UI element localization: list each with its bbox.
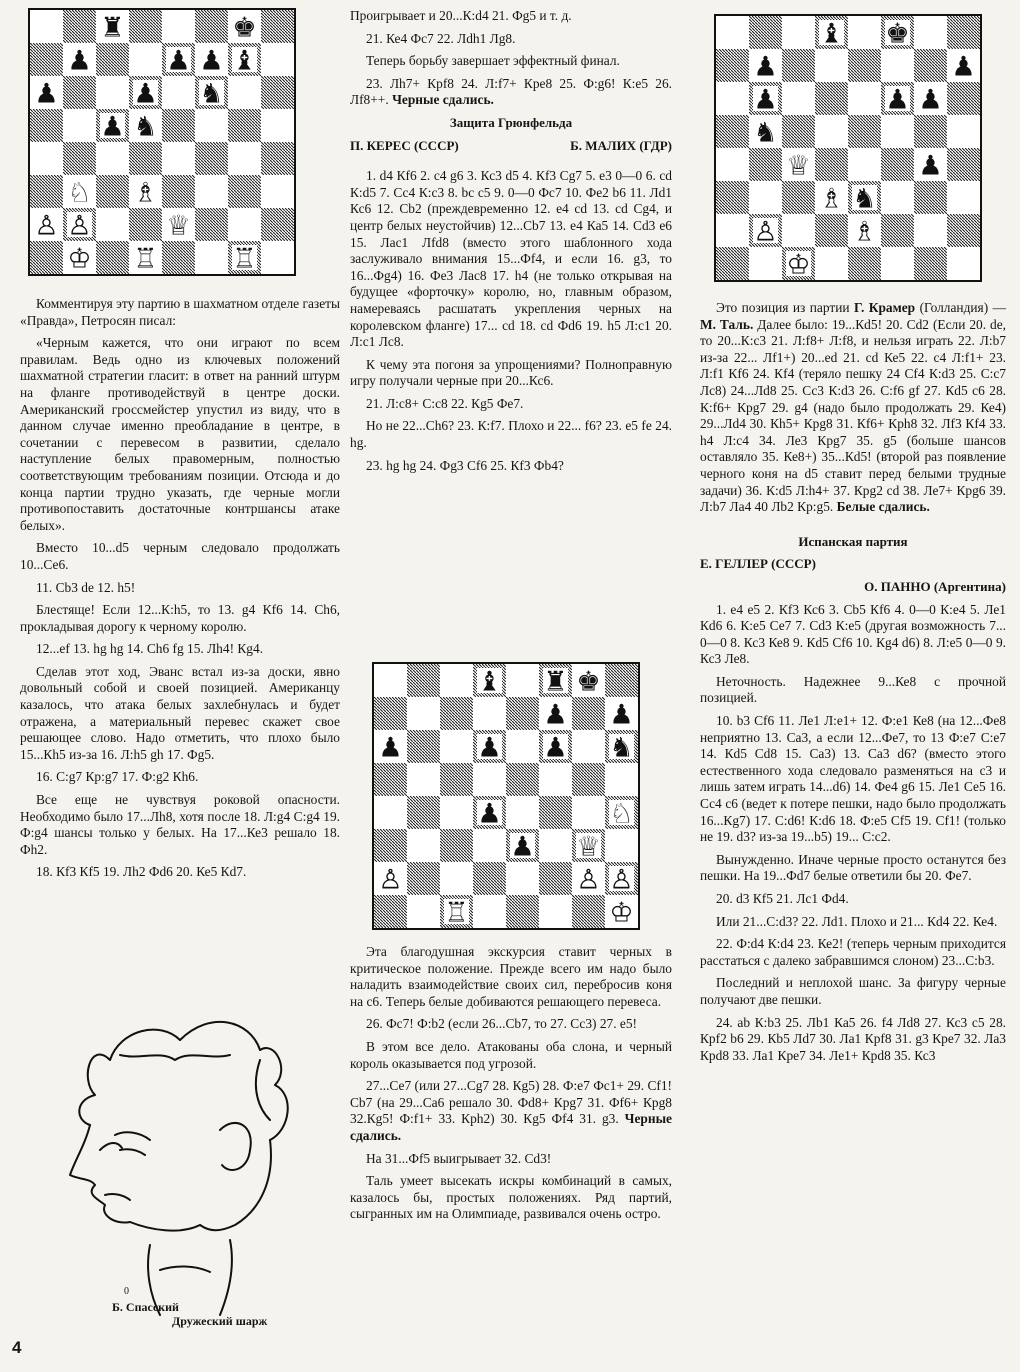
black-piece-icon: ♜	[100, 12, 125, 44]
light-square	[881, 181, 914, 214]
caricature-caption	[112, 1300, 267, 1328]
dark-square	[572, 763, 605, 796]
light-square	[881, 115, 914, 148]
dark-square	[572, 697, 605, 730]
dark-square	[716, 49, 749, 82]
paragraph: Или 21...С:d3? 22. Лd1. Плохо и 21... Кd4 22. Ке4.	[716, 913, 998, 929]
light-square	[261, 109, 294, 142]
light-square	[228, 76, 261, 109]
opening-heading: Защита Грюнфельда	[449, 114, 573, 130]
paragraph: 23. hg hg 24. Фg3 Сf6 25. Кf3 Фb4?	[366, 457, 564, 473]
paragraph: 26. Фс7! Ф:b2 (если 26...Сb7, то 27. Сс3) 27. е5!	[366, 1016, 638, 1032]
light-square	[96, 76, 129, 109]
light-square	[782, 82, 815, 115]
light-square	[407, 895, 440, 928]
light-square	[749, 247, 782, 280]
dark-square	[440, 829, 473, 862]
dark-square	[506, 895, 539, 928]
player-name: М. Таль.	[700, 316, 754, 332]
white-piece-icon: ♗	[852, 216, 877, 248]
paragraph: 11. Сb3 de 12. h5!	[36, 579, 136, 595]
paragraph: В этом все дело. Атакованы оба слона, и черный король оказывается под угрозой.	[350, 1038, 672, 1071]
light-square	[572, 796, 605, 829]
black-piece-icon: ♞	[609, 732, 634, 764]
paragraph: 21. Л:с8+ С:с8 22. Кg5 Фе7.	[366, 395, 524, 411]
paragraph: Эта благодушная экскурсия ставит черных в критическое положение. Прежде всего им надо было наладить взаимодействие своих сил, перебросив коня на с6. Теперь белые добиваются решающего перевеса.	[350, 944, 672, 1009]
white-piece-icon: ♘	[67, 177, 92, 209]
dark-square	[129, 208, 162, 241]
paragraph: 1. d4 Кf6 2. с4 g6 3. Кс3 d5 4. Кf3 Сg7 5. е3 0—0 6. cd К:d5 7. Сс4 К:с3 8. bc с5 9. 0—0 Фс7 10. Фе2 b6 11. Лd1 Кс6 12. Сb2 (преждевременно 12. е4 cd 13. cd Сg4, и центр белых неустойчив) 12...Сb7 13. е4 Ка5 14. Сd3 е6 15. Лас1 Лfd8 (вместо этого шаблонного хода заслуживало внимания 15...Фf4, и если 16. g3, то 16...Фg4) 16. Фе3 Лас8 17. h4 (не только открывая на будущее «форточку» королю, но, главным образом, намереваясь расшатать укрепления черных на королевском фланге) 17... cd 18. cd Фd6 19. h5 Л:с1 20. Л:с1 Лс8.	[350, 168, 672, 350]
paragraph: Последний и неплохой шанс. За фигуру черные получают две пешки.	[700, 975, 1006, 1007]
light-square	[261, 241, 294, 274]
light-square	[605, 829, 638, 862]
dark-square	[129, 142, 162, 175]
paragraph	[700, 300, 1006, 516]
dark-square	[261, 142, 294, 175]
dark-square	[195, 142, 228, 175]
dark-square	[848, 247, 881, 280]
black-piece-icon: ♟	[199, 45, 224, 77]
white-piece-icon: ♔	[67, 243, 92, 274]
paragraph: 12...ef 13. hg hg 14. Сh6 fg 15. Лh4! Кg4.	[36, 641, 264, 657]
light-square	[716, 214, 749, 247]
paragraph: 16. С:g7 Кр:g7 17. Ф:g2 Кh6.	[36, 769, 199, 785]
dark-square	[96, 175, 129, 208]
moves-text: 27...Се7 (или 27...Сg7 28. Кg5) 28. Ф:е7 Фс1+ 29. Сf1! Сb7 (на 29...Са6 решало 30. Фd8+ Крg7 31. Фf6+ Крg8 32.Кg5! Ф:f1+ 33. Крh2) 30. Кg5 Фf4 31. g3.	[350, 1078, 672, 1127]
dark-square	[881, 148, 914, 181]
paragraph: На 31...Фf5 выигрывает 32. Сd3!	[366, 1150, 552, 1166]
black-piece-icon: ♟	[510, 831, 535, 863]
dark-square	[63, 10, 96, 43]
light-square	[815, 115, 848, 148]
light-square	[374, 796, 407, 829]
black-piece-icon: ♞	[852, 183, 877, 215]
white-piece-icon: ♗	[819, 183, 844, 215]
white-piece-icon: ♙	[753, 216, 778, 248]
light-square	[228, 208, 261, 241]
black-piece-icon: ♟	[609, 699, 634, 731]
white-piece-icon: ♖	[232, 243, 257, 274]
light-square	[407, 763, 440, 796]
dark-square	[881, 214, 914, 247]
player-black: О. ПАННО (Аргентина)	[864, 578, 1006, 594]
black-piece-icon: ♞	[133, 111, 158, 143]
paragraph	[350, 1078, 672, 1144]
dark-square	[228, 175, 261, 208]
light-square	[261, 175, 294, 208]
text-run: Это позиция из партии	[716, 300, 854, 315]
white-piece-icon: ♙	[67, 210, 92, 242]
white-piece-icon: ♔	[786, 249, 811, 280]
result-text: Черные сдались.	[350, 1111, 672, 1143]
black-piece-icon: ♟	[918, 150, 943, 182]
light-square	[129, 43, 162, 76]
light-square	[947, 181, 980, 214]
white-piece-icon: ♕	[166, 210, 191, 242]
light-square	[716, 148, 749, 181]
light-square	[440, 664, 473, 697]
dark-square	[63, 76, 96, 109]
paragraph: 10. b3 Сf6 11. Ле1 Л:е1+ 12. Ф:е1 Ке8 (на 12...Фе8 неприятно 13. Са3, а если 12...Фе7, то 13 Ф:е7 С:е7 14. Кd5 Сd8 15. Са3) 13. Са3 d6? (вместо этого естественного хода следовало разменяться на с3 и лишь затем играть 14...d6) 14. Фе4 g6 15. Ле1 Се5 16. Сс4 с6 (ведет к потере пешки, надо было продолжать 16...Кg7) 17. С:d6! К:d6 18. Ф:е5 Сf5 19. Сf1! (только не 19. d3? из-за 19...b5) 19... С:с2.	[700, 713, 1006, 845]
paragraph: Вместо 10...d5 черным следовало продолжать 10...Се6.	[20, 540, 340, 572]
black-piece-icon: ♟	[100, 111, 125, 143]
black-piece-icon: ♞	[199, 78, 224, 110]
paragraph: «Черным кажется, что они играют по всем правилам. Ведь одно из ключевых положений шахматной стратегии гласит: в ответ на ранний штурм на фланге противодействуй в центре доски. Американский гроссмейстер упустил из виду, что в данном случае именно преобладание в центре, в сочетании с перевесом в развитии, сделало наступление белых правомерным, полностью соответствующим требованиям позиции. Отсюда и до конца партии трудно указать, где черные могли противопоставить достаточные контршансы атаке белых».	[20, 335, 340, 533]
light-square	[506, 862, 539, 895]
paragraph: Блестяще! Если 12...К:h5, то 13. g4 Кf6 14. Сh6, прокладывая дорогу к черному королю.	[20, 602, 340, 634]
column-2-text-bottom	[350, 944, 672, 1229]
light-square	[848, 148, 881, 181]
light-square	[162, 76, 195, 109]
player-white: Е. ГЕЛЛЕР (СССР)	[700, 556, 816, 572]
dark-square	[914, 49, 947, 82]
black-piece-icon: ♟	[543, 699, 568, 731]
dark-square	[848, 115, 881, 148]
caricature-signature: 0	[124, 1286, 129, 1297]
light-square	[572, 730, 605, 763]
light-square	[30, 10, 63, 43]
paragraph: Сделав этот ход, Эванс встал из-за доски, явно довольный собой и своей позицией. Американцу казалось, что атака белых захлебнулась и будет отражена, а материальный перевес скажет свое решающее слово. Надо отметить, что плохо было 15...Кh5 из-за 16. Л:h5 gh 17. Фg5.	[20, 663, 340, 762]
dark-square	[749, 148, 782, 181]
dark-square	[815, 148, 848, 181]
paragraph: 24. ab К:b3 25. Лb1 Ка5 26. f4 Лd8 27. Кс3 с5 28. Крf2 b6 29. Кb5 Лd7 30. Ла1 Крf8 31. g3 Кре7 32. Ла3 Крd8 33. Ла1 Кре7 34. Ле1+ Крd8 35. Кс3	[700, 1014, 1006, 1063]
black-piece-icon: ♚	[885, 18, 910, 50]
light-square	[539, 895, 572, 928]
dark-square	[162, 109, 195, 142]
dark-square	[716, 181, 749, 214]
light-square	[473, 895, 506, 928]
light-square	[815, 49, 848, 82]
player-black: Б. МАЛИХ (ГДР)	[570, 137, 672, 153]
paragraph: Но не 22...Сh6? 23. К:f7. Плохо и 22... f6? 23. е5 fе 24. hg.	[350, 418, 672, 451]
dark-square	[195, 208, 228, 241]
white-piece-icon: ♕	[786, 150, 811, 182]
black-piece-icon: ♟	[378, 732, 403, 764]
dark-square	[30, 175, 63, 208]
black-piece-icon: ♚	[232, 12, 257, 44]
light-square	[440, 862, 473, 895]
light-square	[506, 664, 539, 697]
dark-square	[407, 730, 440, 763]
dark-square	[947, 16, 980, 49]
paragraph: Таль умеет высекать искры комбинаций в самых, казалось бы, простых положениях. Ряд партий, сыгранных им на Олимпиаде, развивался очень остро.	[350, 1173, 672, 1222]
dark-square	[407, 664, 440, 697]
paragraph: Теперь борьбу завершает эффектный финал.	[366, 53, 620, 69]
dark-square	[782, 115, 815, 148]
light-square	[261, 43, 294, 76]
black-piece-icon: ♟	[34, 78, 59, 110]
light-square	[782, 16, 815, 49]
black-piece-icon: ♟	[166, 45, 191, 77]
light-square	[374, 664, 407, 697]
dark-square	[407, 796, 440, 829]
light-square	[63, 109, 96, 142]
black-piece-icon: ♟	[918, 84, 943, 116]
dark-square	[162, 175, 195, 208]
text-run: Далее было: 19...Кd5! 20. Сd2 (Если 20. de, то 20...К:с3 21. Л:f8+ Л:f8, и нельзя играть 22. Л:b7 из-за 22... Лf1+) 20...ed 21. cd Ке5 22. с4 Л:f1+ 23. Л:f1 Кf6 24. Кf4 (теряло пешку 24 Сf4 К:d3 25. С:с7 Лс8) 24...Лd8 25. Сс3 К:d3 26. С:f6 gf 27. Кd5 с6 28. К:f6+ Крg7 29. g4 (надо было продолжать 29. Ке4) 29...Лd4 30. Кh5+ Крg8 31. Кf6+ Крh8 32. Лf3 Кf4 33. h4 Л:с4 34. Ле3 Крg7 35. g5 (больше шансов оставляло 35. Ке8+) 35...Кd5! (второй раз появление черного коня на d5 ставит перед белыми трудные задачи) 36. К:d5 Л:h4+ 37. Крg2 сd 38. Ле7+ Крg6 39. Л:b7 Ла4 40 Лb2 Кр:g5.	[700, 316, 1006, 515]
dark-square	[129, 10, 162, 43]
paragraph: Вынужденно. Иначе черные просто останутся без пешки. На 19...Фd7 белые ответили бы 20. Фе7.	[700, 851, 1006, 884]
result-text: Белые сдались.	[836, 499, 930, 515]
dark-square	[440, 763, 473, 796]
light-square	[749, 181, 782, 214]
light-square	[848, 82, 881, 115]
dark-square	[947, 148, 980, 181]
dark-square	[195, 10, 228, 43]
light-square	[716, 82, 749, 115]
players-line	[350, 138, 672, 155]
dark-square	[63, 142, 96, 175]
black-piece-icon: ♝	[232, 45, 257, 77]
dark-square	[228, 109, 261, 142]
dark-square	[407, 862, 440, 895]
dark-square	[374, 763, 407, 796]
dark-square	[914, 181, 947, 214]
dark-square	[782, 49, 815, 82]
light-square	[539, 763, 572, 796]
black-piece-icon: ♟	[885, 84, 910, 116]
caricature-drawing	[60, 1000, 310, 1320]
white-piece-icon: ♕	[576, 831, 601, 863]
light-square	[440, 730, 473, 763]
dark-square	[261, 208, 294, 241]
light-square	[605, 763, 638, 796]
paragraph: 1. е4 е5 2. Кf3 Кс6 3. Сb5 Кf6 4. 0—0 К:е4 5. Ле1 Кd6 6. К:е5 Се7 7. Сd3 К:е5 (другая возможность 7... 0—0 8. Кс3 Ке8 9. Кd5 Сf6 10. Кg4 d6) 8. Л:е5 0—0 9. Кс3 Ле8.	[700, 601, 1006, 667]
column-3-text	[700, 300, 1006, 1070]
paragraph: 20. d3 Кf5 21. Лс1 Фd4.	[716, 891, 849, 906]
dark-square	[539, 796, 572, 829]
white-piece-icon: ♙	[378, 864, 403, 896]
paragraph: 21. Ке4 Фс7 22. Лdh1 Лg8.	[366, 30, 516, 46]
dark-square	[162, 241, 195, 274]
white-piece-icon: ♗	[133, 177, 158, 209]
paragraph: 22. Ф:d4 К:d4 23. Ке2! (теперь черным приходится расстаться с далеко забравшимся слоном) 23...С:b3.	[700, 936, 1006, 968]
light-square	[30, 142, 63, 175]
white-piece-icon: ♙	[609, 864, 634, 896]
chess-diagram-3	[714, 14, 982, 282]
light-square	[195, 109, 228, 142]
chess-diagram-2	[372, 662, 640, 930]
light-square	[881, 49, 914, 82]
black-piece-icon: ♝	[477, 666, 502, 698]
dark-square	[848, 49, 881, 82]
black-piece-icon: ♟	[67, 45, 92, 77]
light-square	[473, 763, 506, 796]
opening-heading: Испанская партия	[798, 533, 908, 549]
paragraph: Комментируя эту партию в шахматном отделе газеты «Правда», Петросян писал:	[20, 296, 340, 328]
dark-square	[914, 247, 947, 280]
light-square	[914, 16, 947, 49]
player-white: П. КЕРЕС (СССР)	[350, 137, 459, 153]
dark-square	[96, 241, 129, 274]
light-square	[473, 697, 506, 730]
black-piece-icon: ♟	[753, 84, 778, 116]
black-piece-icon: ♝	[819, 18, 844, 50]
dark-square	[506, 763, 539, 796]
light-square	[96, 208, 129, 241]
black-piece-icon: ♟	[133, 78, 158, 110]
dark-square	[440, 697, 473, 730]
white-piece-icon: ♔	[609, 897, 634, 928]
light-square	[96, 142, 129, 175]
dark-square	[30, 109, 63, 142]
dark-square	[947, 214, 980, 247]
column-2-text-top	[350, 8, 672, 480]
black-piece-icon: ♟	[753, 51, 778, 83]
dark-square	[539, 862, 572, 895]
column-1-text	[20, 296, 340, 887]
dark-square	[947, 82, 980, 115]
light-square	[228, 142, 261, 175]
caption-subtitle: Дружеский шарж	[172, 1314, 268, 1328]
light-square	[407, 697, 440, 730]
light-square	[881, 247, 914, 280]
light-square	[473, 829, 506, 862]
paragraph: Все еще не чувствуя роковой опасности. Необходимо было 17...Лh8, хотя после 18. Л:g4 С:g4 19. Ф:g4 шансы только у белых. На 17...Ке3 решало 18. Фh2.	[20, 792, 340, 857]
white-piece-icon: ♘	[609, 798, 634, 830]
light-square	[914, 214, 947, 247]
dark-square	[473, 862, 506, 895]
chess-diagram-1	[28, 8, 296, 276]
light-square	[539, 829, 572, 862]
dark-square	[815, 82, 848, 115]
dark-square	[374, 829, 407, 862]
caption-name: Б. Спасский	[112, 1300, 179, 1314]
light-square	[407, 829, 440, 862]
black-piece-icon: ♟	[477, 732, 502, 764]
result-text: Черные сдались.	[392, 92, 494, 108]
black-piece-icon: ♟	[543, 732, 568, 764]
dark-square	[261, 76, 294, 109]
paragraph: К чему эта погоня за упрощениями? Полноправную игру получали черные при 20...Кс6.	[350, 356, 672, 389]
light-square	[440, 796, 473, 829]
light-square	[506, 730, 539, 763]
dark-square	[30, 43, 63, 76]
white-piece-icon: ♖	[133, 243, 158, 274]
dark-square	[914, 115, 947, 148]
paragraph: Неточность. Надежнее 9...Ке8 с прочной позицией.	[700, 673, 1006, 706]
dark-square	[374, 697, 407, 730]
dark-square	[30, 241, 63, 274]
light-square	[162, 142, 195, 175]
dark-square	[815, 214, 848, 247]
dark-square	[572, 895, 605, 928]
light-square	[782, 214, 815, 247]
black-piece-icon: ♞	[753, 117, 778, 149]
light-square	[947, 247, 980, 280]
paragraph	[350, 76, 672, 109]
white-piece-icon: ♙	[576, 864, 601, 896]
text-run: (Голландия) —	[915, 300, 1006, 315]
light-square	[947, 115, 980, 148]
player-name: Г. Крамер	[853, 300, 916, 315]
black-piece-icon: ♟	[951, 51, 976, 83]
light-square	[162, 10, 195, 43]
dark-square	[96, 43, 129, 76]
black-piece-icon: ♜	[543, 666, 568, 698]
light-square	[716, 16, 749, 49]
paragraph: 18. Кf3 Кf5 19. Лh2 Фd6 20. Ке5 Кd7.	[36, 864, 247, 880]
light-square	[506, 796, 539, 829]
black-piece-icon: ♚	[576, 666, 601, 698]
dark-square	[261, 10, 294, 43]
light-square	[195, 241, 228, 274]
dark-square	[716, 115, 749, 148]
dark-square	[506, 697, 539, 730]
dark-square	[605, 664, 638, 697]
black-piece-icon: ♟	[477, 798, 502, 830]
paragraph: Проигрывает и 20...К:d4 21. Фg5 и т. д.	[350, 8, 572, 23]
dark-square	[782, 181, 815, 214]
dark-square	[374, 895, 407, 928]
white-piece-icon: ♙	[34, 210, 59, 242]
dark-square	[749, 16, 782, 49]
light-square	[848, 16, 881, 49]
moves-text: 23. Лh7+ Крf8 24. Л:f7+ Кре8 25. Ф:g6! К:е5 26. Лf8++.	[350, 75, 672, 108]
light-square	[815, 247, 848, 280]
light-square	[195, 175, 228, 208]
white-piece-icon: ♖	[444, 897, 469, 928]
dark-square	[716, 247, 749, 280]
page-number: 4	[12, 1338, 22, 1357]
